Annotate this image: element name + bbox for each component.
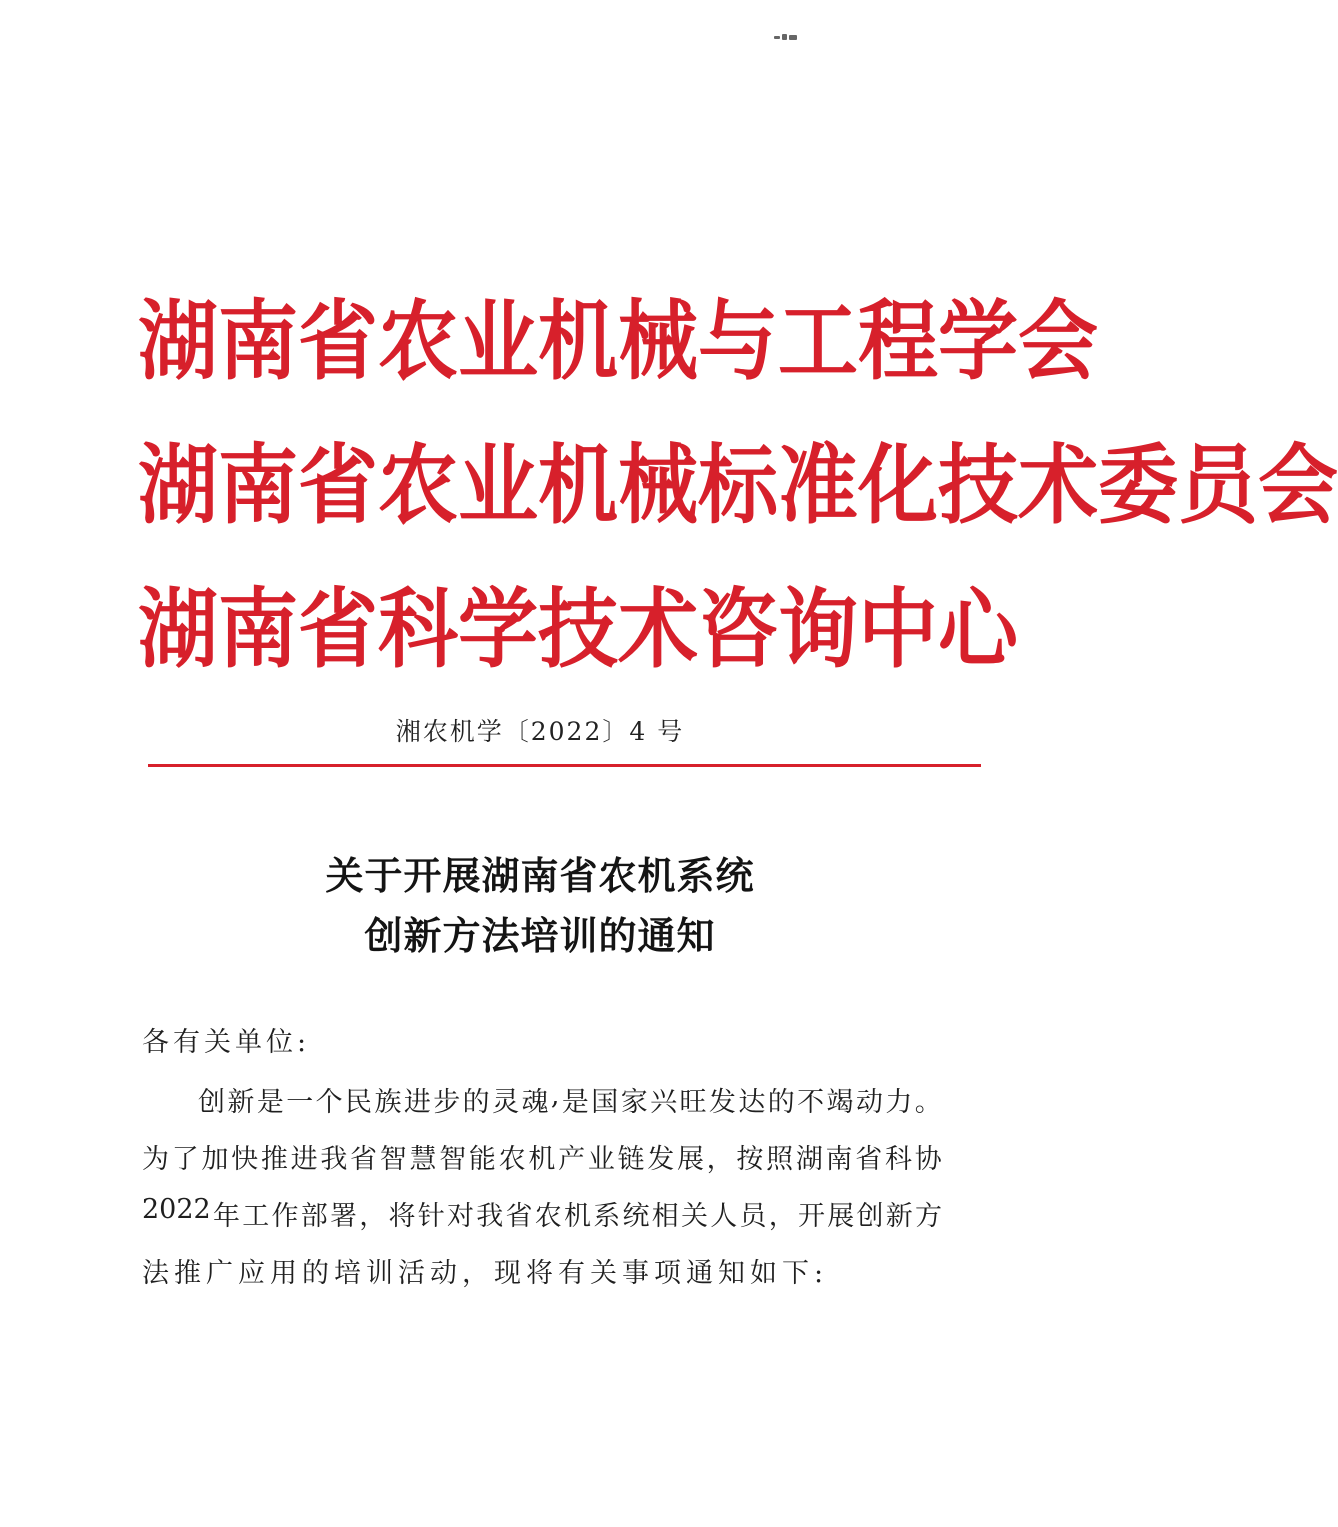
letterhead	[138, 270, 1338, 702]
salutation: 各有关单位:	[142, 1027, 311, 1058]
body-text-line-1: 创 新 是 一 个 民 族 进 步 的 灵 魂 , 是 国 家 兴 旺 发 达 的 不 竭 动 力 。	[198, 1080, 942, 1118]
org-name-line-2: 湖 南 省 农 业 机 械 标 准 化 技 术 委 员 会	[138, 435, 1338, 536]
body-text-line-2: 为 了 加 快 推 进 我 省 智 慧 智 能 农 机 产 业 链 发 展 ， 按 照 湖 南 省 科 协	[142, 1144, 942, 1175]
body-text-line-4: 法推广应用的培训活动，现将有关事项通知如下:	[142, 1258, 829, 1289]
red-separator-line	[148, 764, 981, 767]
org-name-line-1: 湖 南 省 农 业 机 械 与 工 程 学 会	[138, 291, 1098, 392]
body-text-line-3: 2022 年 工 作 部 署 ， 将 针 对 我 省 农 机 系 统 相 关 人 员 ， 开 展 创 新 方	[142, 1194, 942, 1232]
document-title-line-1: 关于开展湖南省农机系统	[325, 853, 755, 898]
document-number: 湘农机学〔2022〕4 号	[395, 717, 685, 746]
document-title-line-2: 创新方法培训的通知	[364, 913, 716, 958]
org-name-line-3: 湖 南 省 科 学 技 术 咨 询 中 心	[138, 579, 1018, 680]
scan-artifact-mark	[770, 30, 802, 44]
